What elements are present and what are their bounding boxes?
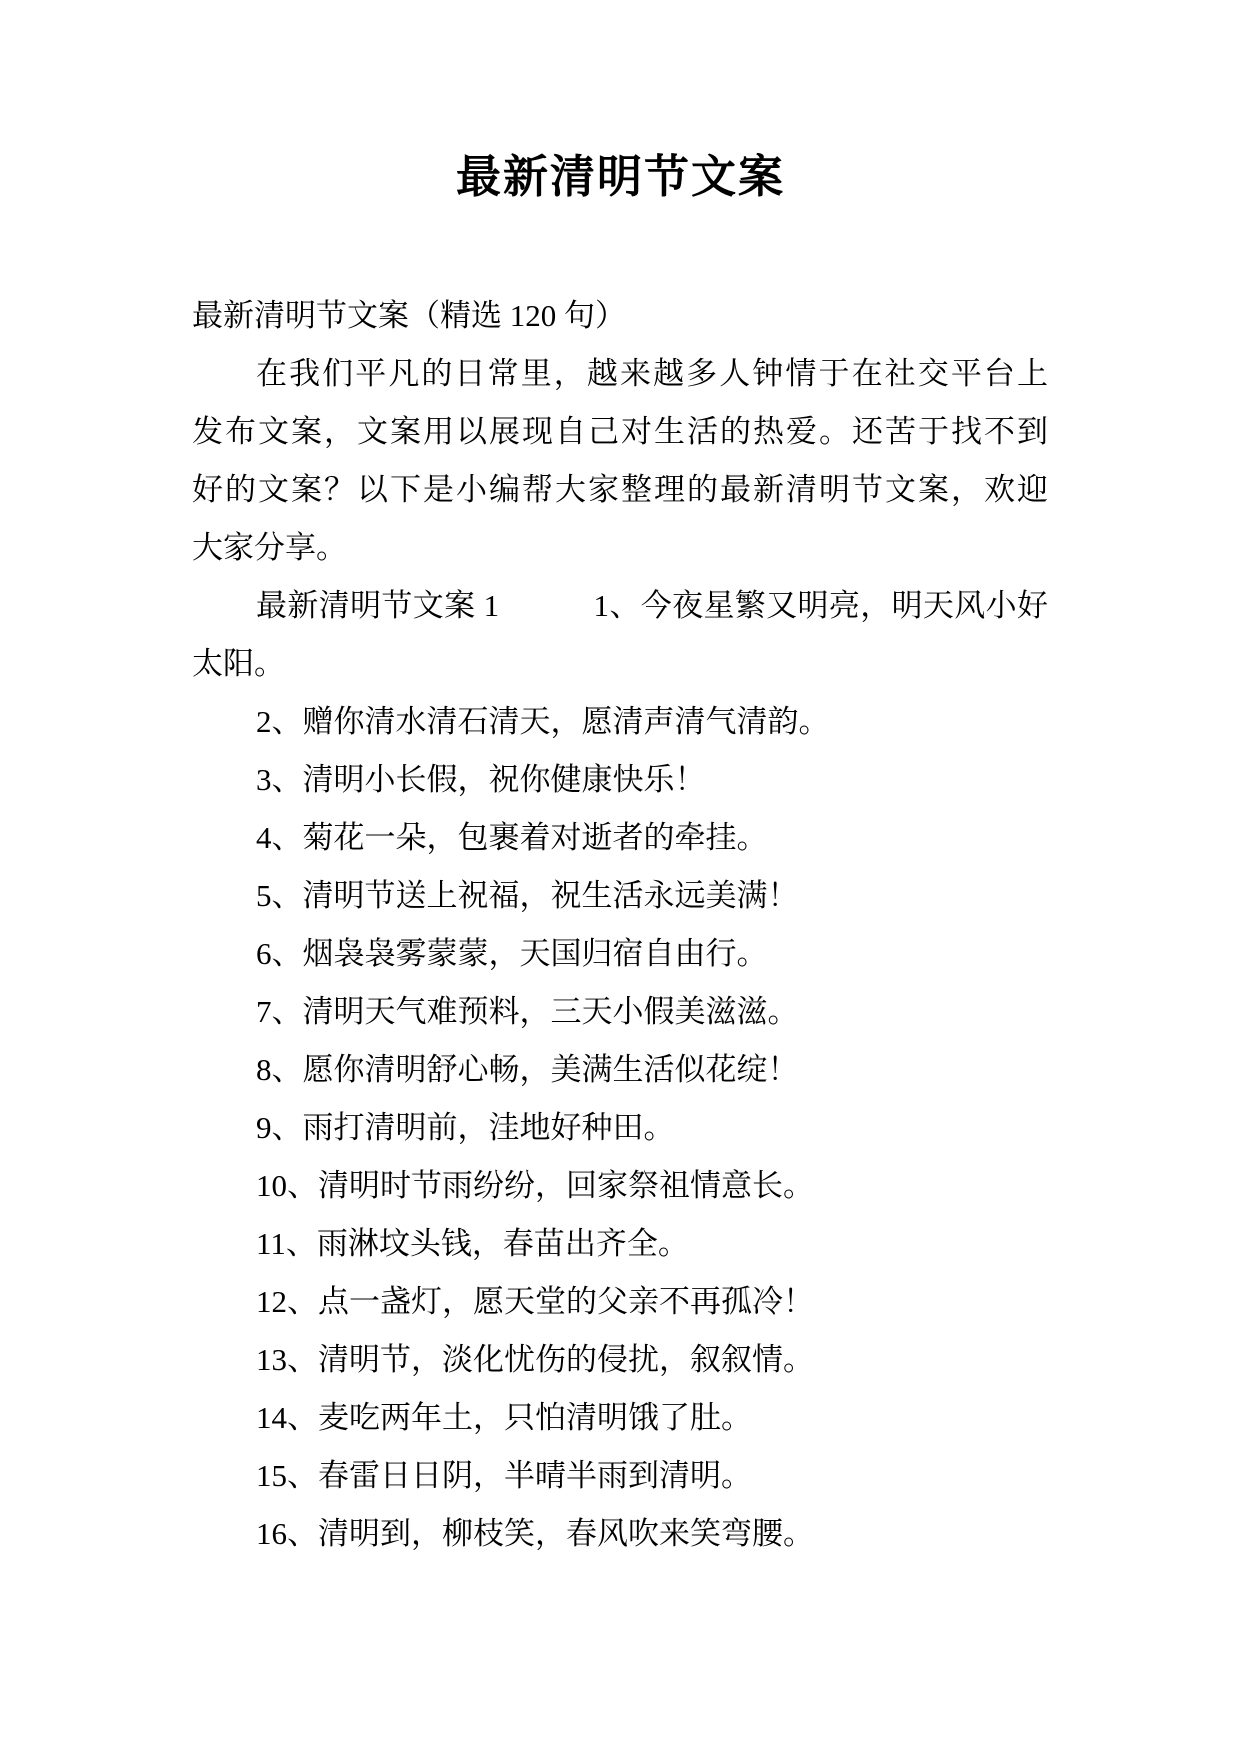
paragraph <box>192 867 1048 925</box>
paragraph <box>192 287 1048 345</box>
text-line: 最新清明节文案（精选 120 句） <box>192 298 626 333</box>
paragraph <box>192 1099 1048 1157</box>
text-line: 11、雨淋坟头钱，春苗出齐全。 <box>256 1226 689 1261</box>
text-line: 16、清明到，柳枝笑，春风吹来笑弯腰。 <box>256 1516 814 1551</box>
paragraph <box>192 1157 1048 1215</box>
text-line: 大家分享。 <box>192 530 347 565</box>
text-line: 2、赠你清水清石清天，愿清声清气清韵。 <box>256 704 830 739</box>
paragraph <box>192 577 1048 693</box>
paragraph <box>192 1447 1048 1505</box>
paragraph <box>192 1273 1048 1331</box>
text-line: 13、清明节，淡化忧伤的侵扰，叙叙情。 <box>256 1342 814 1377</box>
text-line: 4、菊花一朵，包裹着对逝者的牵挂。 <box>256 820 768 855</box>
paragraph <box>192 693 1048 751</box>
text-line: 好的文案？以下是小编帮大家整理的最新清明节文案，欢迎 <box>192 472 1048 507</box>
text-line: 在我们平凡的日常里，越来越多人钟情于在社交平台上 <box>256 356 1048 391</box>
text-line: 10、清明时节雨纷纷，回家祭祖情意长。 <box>256 1168 814 1203</box>
paragraph <box>192 345 1048 577</box>
text-line: 3、清明小长假，祝你健康快乐！ <box>256 762 706 797</box>
paragraph <box>192 751 1048 809</box>
text-line: 7、清明天气难预料，三天小假美滋滋。 <box>256 994 799 1029</box>
paragraph <box>192 1331 1048 1389</box>
text-line: 太阳。 <box>192 646 285 681</box>
paragraph <box>192 1505 1048 1563</box>
text-line: 8、愿你清明舒心畅，美满生活似花绽！ <box>256 1052 799 1087</box>
text-line: 最新清明节文案 1 1、今夜星繁又明亮，明天风小好 <box>256 588 1048 623</box>
document-title: 最新清明节文案 <box>455 152 785 202</box>
paragraph <box>192 925 1048 983</box>
text-line: 5、清明节送上祝福，祝生活永远美满！ <box>256 878 799 913</box>
text-line: 15、春雷日日阴，半晴半雨到清明。 <box>256 1458 752 1493</box>
paragraph <box>192 983 1048 1041</box>
paragraph <box>192 1389 1048 1447</box>
text-line: 发布文案，文案用以展现自己对生活的热爱。还苦于找不到 <box>192 414 1048 449</box>
text-line: 12、点一盏灯，愿天堂的父亲不再孤冷！ <box>256 1284 814 1319</box>
paragraph <box>192 1041 1048 1099</box>
text-line: 6、烟袅袅雾蒙蒙，天国归宿自由行。 <box>256 936 768 971</box>
paragraph <box>192 809 1048 867</box>
text-line: 14、麦吃两年土，只怕清明饿了肚。 <box>256 1400 752 1435</box>
document-body <box>192 287 1048 1563</box>
text-line: 9、雨打清明前，洼地好种田。 <box>256 1110 675 1145</box>
paragraph <box>192 1215 1048 1273</box>
